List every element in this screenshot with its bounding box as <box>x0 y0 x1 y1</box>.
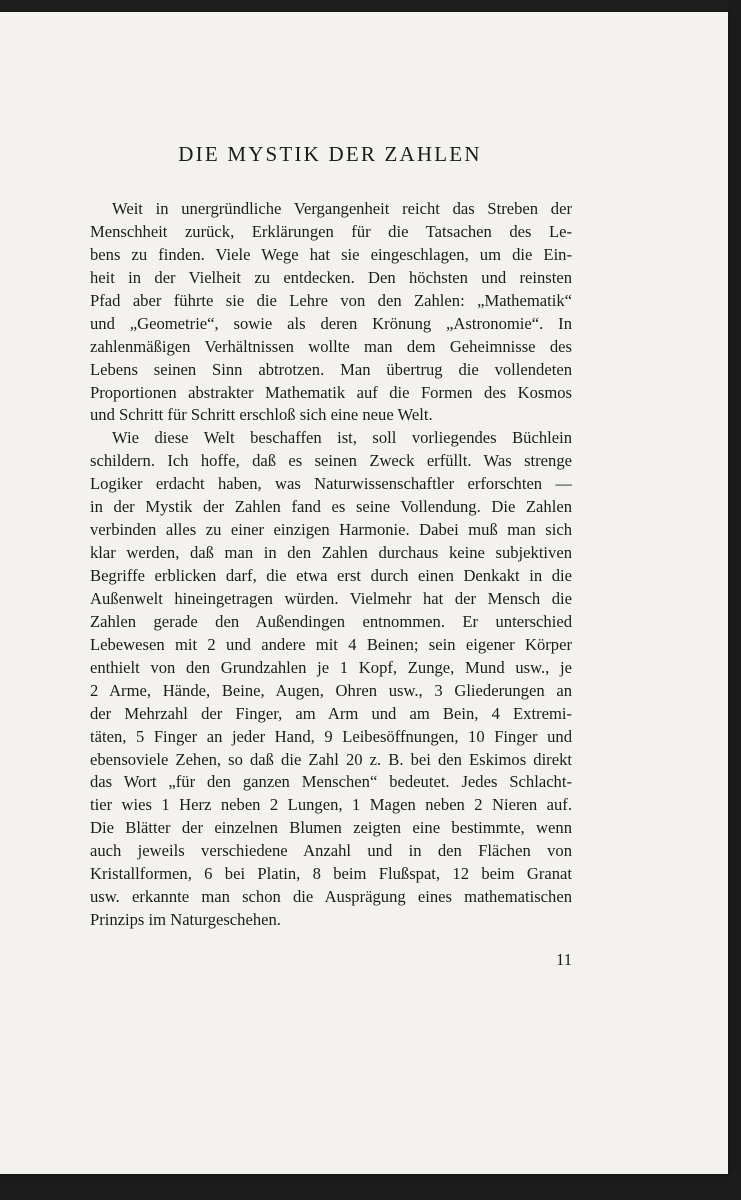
text-line: täten, 5 Finger an jeder Hand, 9 Leibesöffnungen, 10 Finger und <box>90 726 572 746</box>
text-line: tier wies 1 Herz neben 2 Lungen, 1 Magen neben 2 Nieren auf. <box>90 795 572 815</box>
text-line: Prinzips im Naturgeschehen. <box>90 910 281 930</box>
paragraph-1 <box>90 198 572 427</box>
chapter-title: DIE MYSTIK DER ZAHLEN <box>178 142 482 166</box>
backdrop-right <box>727 0 741 1200</box>
text-line: das Wort „für den ganzen Menschen“ bedeutet. Jedes Schlacht- <box>90 772 572 792</box>
text-line: und „Geometrie“, sowie als deren Krönung „Astronomie“. In <box>90 313 572 333</box>
text-line: Logiker erdacht haben, was Naturwissenschaftler erforschten — <box>90 474 572 494</box>
text-line: Pfad aber führte sie die Lehre von den Zahlen: „Mathematik“ <box>90 290 572 310</box>
paragraph-2 <box>90 427 572 932</box>
text-line: Außenwelt hineingetragen würden. Vielmehr hat der Mensch die <box>90 588 572 608</box>
text-line: in der Mystik der Zahlen fand es seine Vollendung. Die Zahlen <box>90 497 572 517</box>
body-text <box>90 198 572 932</box>
text-line: enthielt von den Grundzahlen je 1 Kopf, Zunge, Mund usw., je <box>90 657 572 677</box>
text-line: der Mehrzahl der Finger, am Arm und am Bein, 4 Extremi- <box>90 703 572 723</box>
text-line: Lebewesen mit 2 und andere mit 4 Beinen; sein eigener Körper <box>90 634 572 654</box>
text-line: Zahlen gerade den Außendingen entnommen. Er unterschied <box>90 611 572 631</box>
text-line: Begriffe erblicken darf, die etwa erst durch einen Denkakt in die <box>90 566 572 585</box>
backdrop-bottom <box>0 1172 741 1200</box>
text-line: verbinden alles zu einer einzigen Harmonie. Dabei muß man sich <box>90 520 572 540</box>
text-line: Die Blätter der einzelnen Blumen zeigten eine bestimmte, wenn <box>90 818 572 838</box>
text-line: klar werden, daß man in den Zahlen durchaus keine subjektiven <box>90 543 572 563</box>
text-line: Proportionen abstrakter Mathematik auf die Formen des Kosmos <box>90 382 572 402</box>
text-line: zahlenmäßigen Verhältnissen wollte man dem Geheimnisse des <box>90 336 572 356</box>
text-line: heit in der Vielheit zu entdecken. Den höchsten und reinsten <box>90 267 572 287</box>
text-line: usw. erkannte man schon die Ausprägung eines mathematischen <box>90 887 572 907</box>
text-line: und Schritt für Schritt erschloß sich eine neue Welt. <box>90 405 433 425</box>
text-line: Menschheit zurück, Erklärungen für die Tatsachen des Le- <box>90 221 572 241</box>
text-line: Weit in unergründliche Vergangenheit reicht das Streben der <box>112 199 572 218</box>
text-line: ebensoviele Zehen, so daß die Zahl 20 z. B. bei den Eskimos direkt <box>90 749 572 769</box>
text-line: schildern. Ich hoffe, daß es seinen Zweck erfüllt. Was strenge <box>90 451 572 471</box>
text-line: auch jeweils verschiedene Anzahl und in den Flächen von <box>90 841 572 861</box>
text-line: 2 Arme, Hände, Beine, Augen, Ohren usw., 3 Gliederungen an <box>90 680 572 700</box>
text-line: bens zu finden. Viele Wege hat sie eingeschlagen, um die Ein- <box>90 244 572 264</box>
text-line: Wie diese Welt beschaffen ist, soll vorliegendes Büchlein <box>112 428 572 448</box>
page-number: 11 <box>556 950 572 969</box>
text-line: Lebens seinen Sinn abtrotzen. Man übertrug die vollendeten <box>90 359 572 379</box>
book-page <box>0 12 728 1174</box>
text-line: Kristallformen, 6 bei Platin, 8 beim Flußspat, 12 beim Granat <box>90 864 572 884</box>
